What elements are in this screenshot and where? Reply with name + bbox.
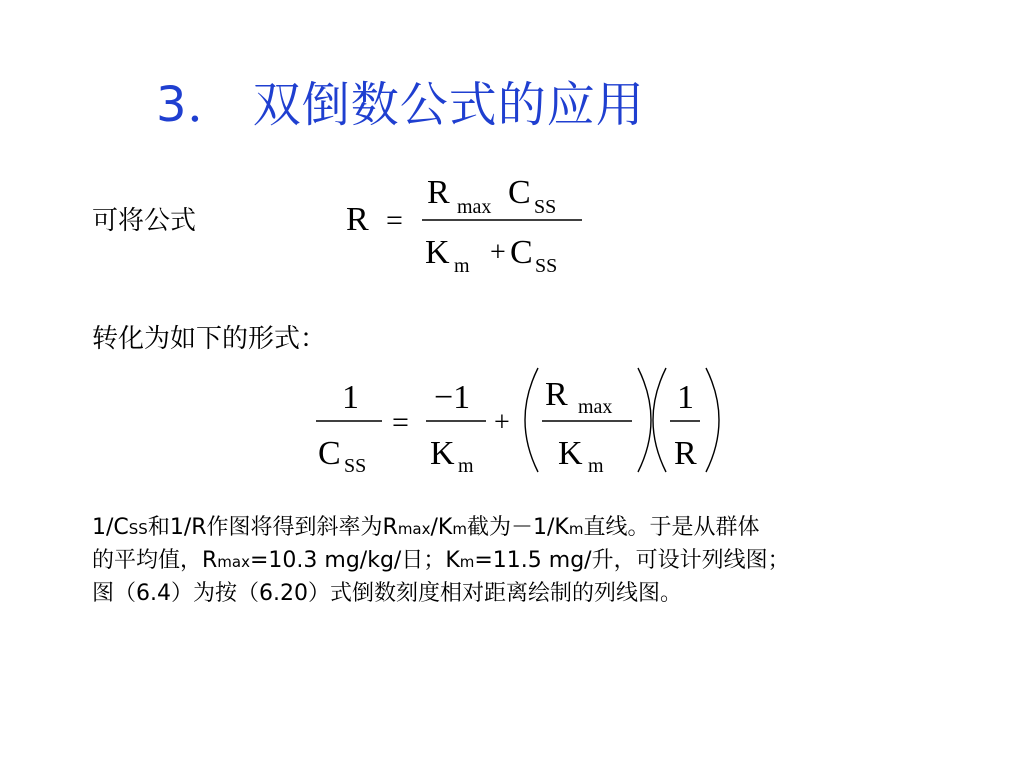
formula1-den-k: K	[425, 234, 450, 271]
formula2-right-paren-1	[638, 368, 651, 472]
formula2-rhs2-num-r: R	[545, 376, 568, 413]
double-reciprocal-formula	[300, 360, 740, 484]
text-run: =11.5 mg/升，可设计列线图；	[474, 548, 790, 573]
text-run: 直线。于是从群体	[583, 515, 760, 540]
formula-intro-label: 可将公式	[92, 206, 197, 236]
formula1-num-c-sub: SS	[534, 196, 557, 218]
formula2-lhs-den-sub: SS	[344, 455, 367, 477]
formula1-num-r-sub: max	[457, 196, 492, 218]
transform-intro-label: 转化为如下的形式：	[92, 324, 327, 354]
text-run: 的平均值，R	[92, 548, 218, 573]
formula2-neg-one: −1	[434, 379, 471, 416]
formula2-lhs-den-c: C	[318, 435, 341, 472]
formula2-equals: =	[392, 406, 409, 439]
formula1-num-c: C	[508, 174, 531, 211]
subscript-run: m	[452, 520, 467, 538]
slide-title: 3． 双倒数公式的应用	[156, 77, 645, 133]
text-run: /K	[430, 515, 453, 540]
formula1-num-r: R	[427, 174, 450, 211]
text-run: =10.3 mg/kg/日；K	[249, 548, 460, 573]
formula2-lhs-num: 1	[342, 379, 359, 416]
michaelis-menten-formula	[330, 160, 610, 290]
subscript-run: m	[459, 553, 475, 571]
paragraph-line-3: 图（6.4）为按（6.20）式倒数刻度相对距离绘制的列线图。	[92, 581, 682, 606]
text-run: 1/C	[92, 515, 129, 540]
formula2-rhs2-num-sub: max	[578, 396, 613, 418]
paragraph-line-1	[92, 512, 972, 545]
formula2-rhs3-den: R	[674, 435, 697, 472]
text-run: 截为－1/K	[466, 515, 569, 540]
explanation-paragraph	[92, 512, 972, 610]
subscript-run: m	[568, 520, 584, 538]
formula2-right-paren-2	[706, 368, 719, 472]
formula1-lhs: R	[346, 201, 369, 238]
text-run: 和1/R作图将得到斜率为R	[147, 515, 398, 540]
subscript-run: SS	[128, 520, 148, 538]
subscript-run: max	[397, 520, 431, 538]
formula2-left-paren-2	[653, 368, 666, 472]
formula1-equals: =	[386, 204, 403, 237]
formula2-rhs1-den-k: K	[430, 435, 455, 472]
formula2-plus: +	[494, 407, 510, 438]
formula2-rhs2-den-sub: m	[588, 455, 604, 477]
formula2-rhs2-den-k: K	[558, 435, 583, 472]
formula2-left-paren-1	[525, 368, 538, 472]
formula1-den-c: C	[510, 234, 533, 271]
formula1-plus: +	[490, 237, 506, 268]
formula1-den-c-sub: SS	[535, 255, 558, 277]
formula2-rhs1-den-sub: m	[458, 455, 474, 477]
subscript-run: max	[217, 553, 250, 571]
paragraph-line-2	[92, 545, 972, 578]
formula1-den-k-sub: m	[454, 255, 470, 277]
formula2-rhs3-num: 1	[677, 379, 694, 416]
